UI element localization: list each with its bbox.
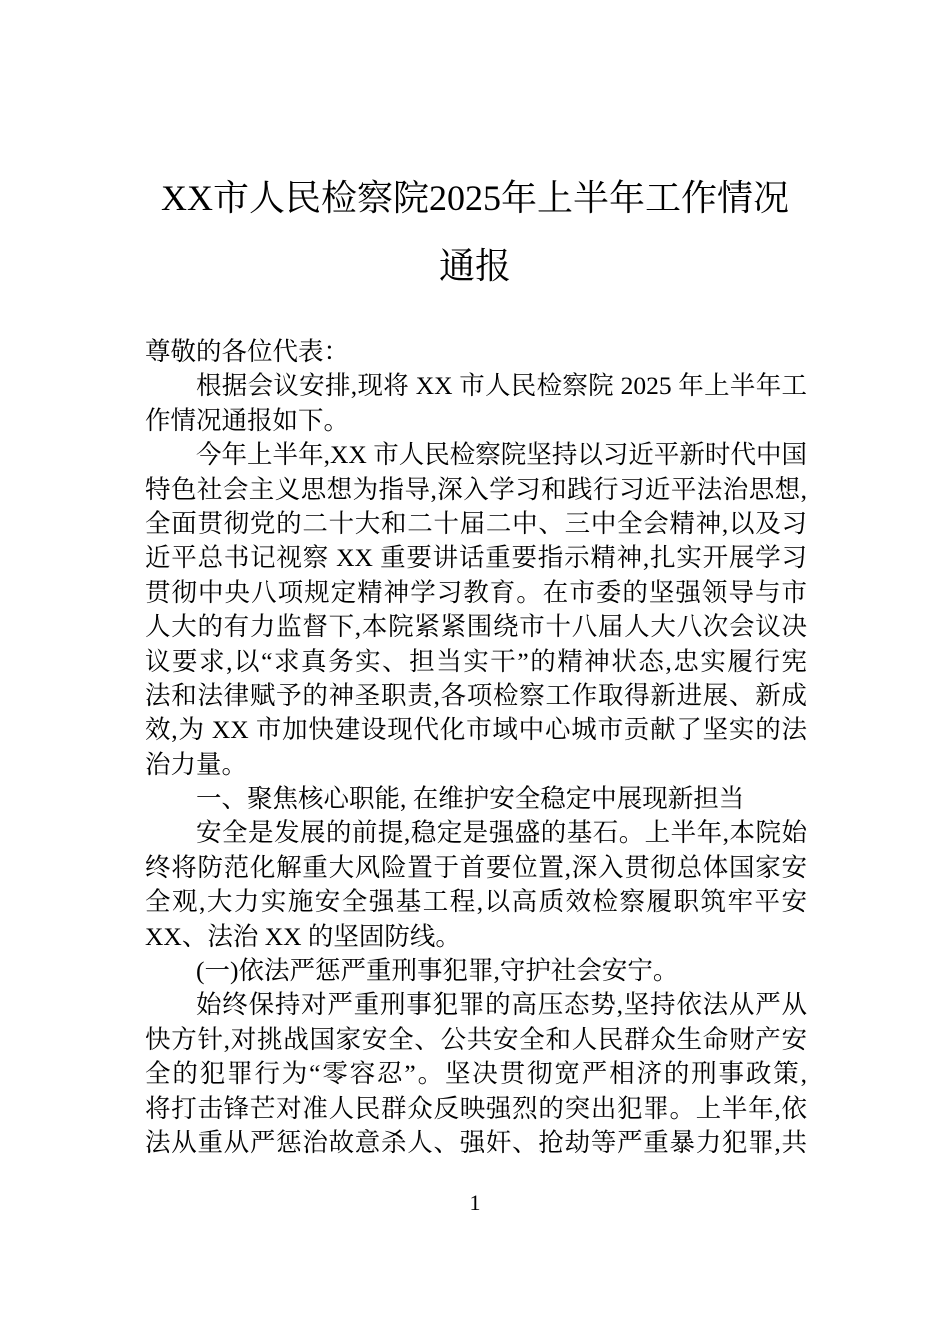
text-line: 全面贯彻党的二十大和二十届二中、三中全会精神,以及习: [145, 508, 807, 538]
document-body: [145, 335, 807, 1160]
text-line: 法和法律赋予的神圣职责,各项检察工作取得新进展、新成: [145, 680, 807, 710]
text-line: 始终保持对严重刑事犯罪的高压态势,坚持依法从严从: [196, 990, 807, 1020]
text-line: 治力量。: [145, 749, 248, 779]
page-number: 1: [469, 1190, 481, 1215]
text-line: 尊敬的各位代表：: [145, 337, 350, 366]
text-line: 快方针,对挑战国家安全、公共安全和人民群众生命财产安: [145, 1024, 807, 1054]
text-line: 议要求,以“求真务实、担当实干”的精神状态,忠实履行宪: [145, 646, 807, 676]
text-line: 安全是发展的前提,稳定是强盛的基石。上半年,本院始: [196, 818, 807, 848]
text-line: 近平总书记视察 XX 重要讲话重要指示精神,扎实开展学习: [145, 543, 807, 573]
text-line: 效,为 XX 市加快建设现代化市域中心城市贡献了坚实的法: [145, 715, 807, 745]
paragraph: [145, 782, 807, 816]
text-line: 根据会议安排,现将 XX 市人民检察院 2025 年上半年工: [196, 371, 807, 401]
paragraph: [145, 816, 807, 954]
text-line: 贯彻中央八项规定精神学习教育。在市委的坚强领导与市: [145, 577, 807, 607]
text-line: XX、法治 XX 的坚固防线。: [145, 921, 461, 951]
paragraph: [145, 988, 807, 1160]
text-line: 将打击锋芒对准人民群众反映强烈的突出犯罪。上半年,依: [145, 1093, 807, 1123]
paragraph: [145, 369, 807, 438]
text-line: 一、聚焦核心职能, 在维护安全稳定中展现新担当: [196, 784, 745, 814]
text-line: 今年上半年,XX 市人民检察院坚持以习近平新时代中国: [196, 440, 807, 470]
document-title-line-1: XX市人民检察院2025年上半年工作情况: [161, 178, 789, 218]
document-title-line-2: 通报: [438, 246, 511, 286]
paragraph: [145, 335, 807, 369]
paragraph: [145, 438, 807, 782]
text-line: 作情况通报如下。: [145, 405, 350, 435]
text-line: 特色社会主义思想为指导,深入学习和践行习近平法治思想,: [145, 474, 807, 504]
text-line: 法从重从严惩治故意杀人、强奸、抢劫等严重暴力犯罪,共: [145, 1127, 807, 1157]
paragraph: [145, 954, 807, 988]
text-line: 全的犯罪行为“零容忍”。坚决贯彻宽严相济的刑事政策,: [145, 1059, 807, 1089]
text-line: 人大的有力监督下,本院紧紧围绕市十八届人大八次会议决: [145, 612, 807, 642]
text-line: 终将防范化解重大风险置于首要位置,深入贯彻总体国家安: [145, 852, 807, 882]
text-line: (一)依法严惩严重刑事犯罪,守护社会安宁。: [196, 956, 679, 986]
text-line: 全观,大力实施安全强基工程,以高质效检察履职筑牢平安: [145, 887, 807, 917]
